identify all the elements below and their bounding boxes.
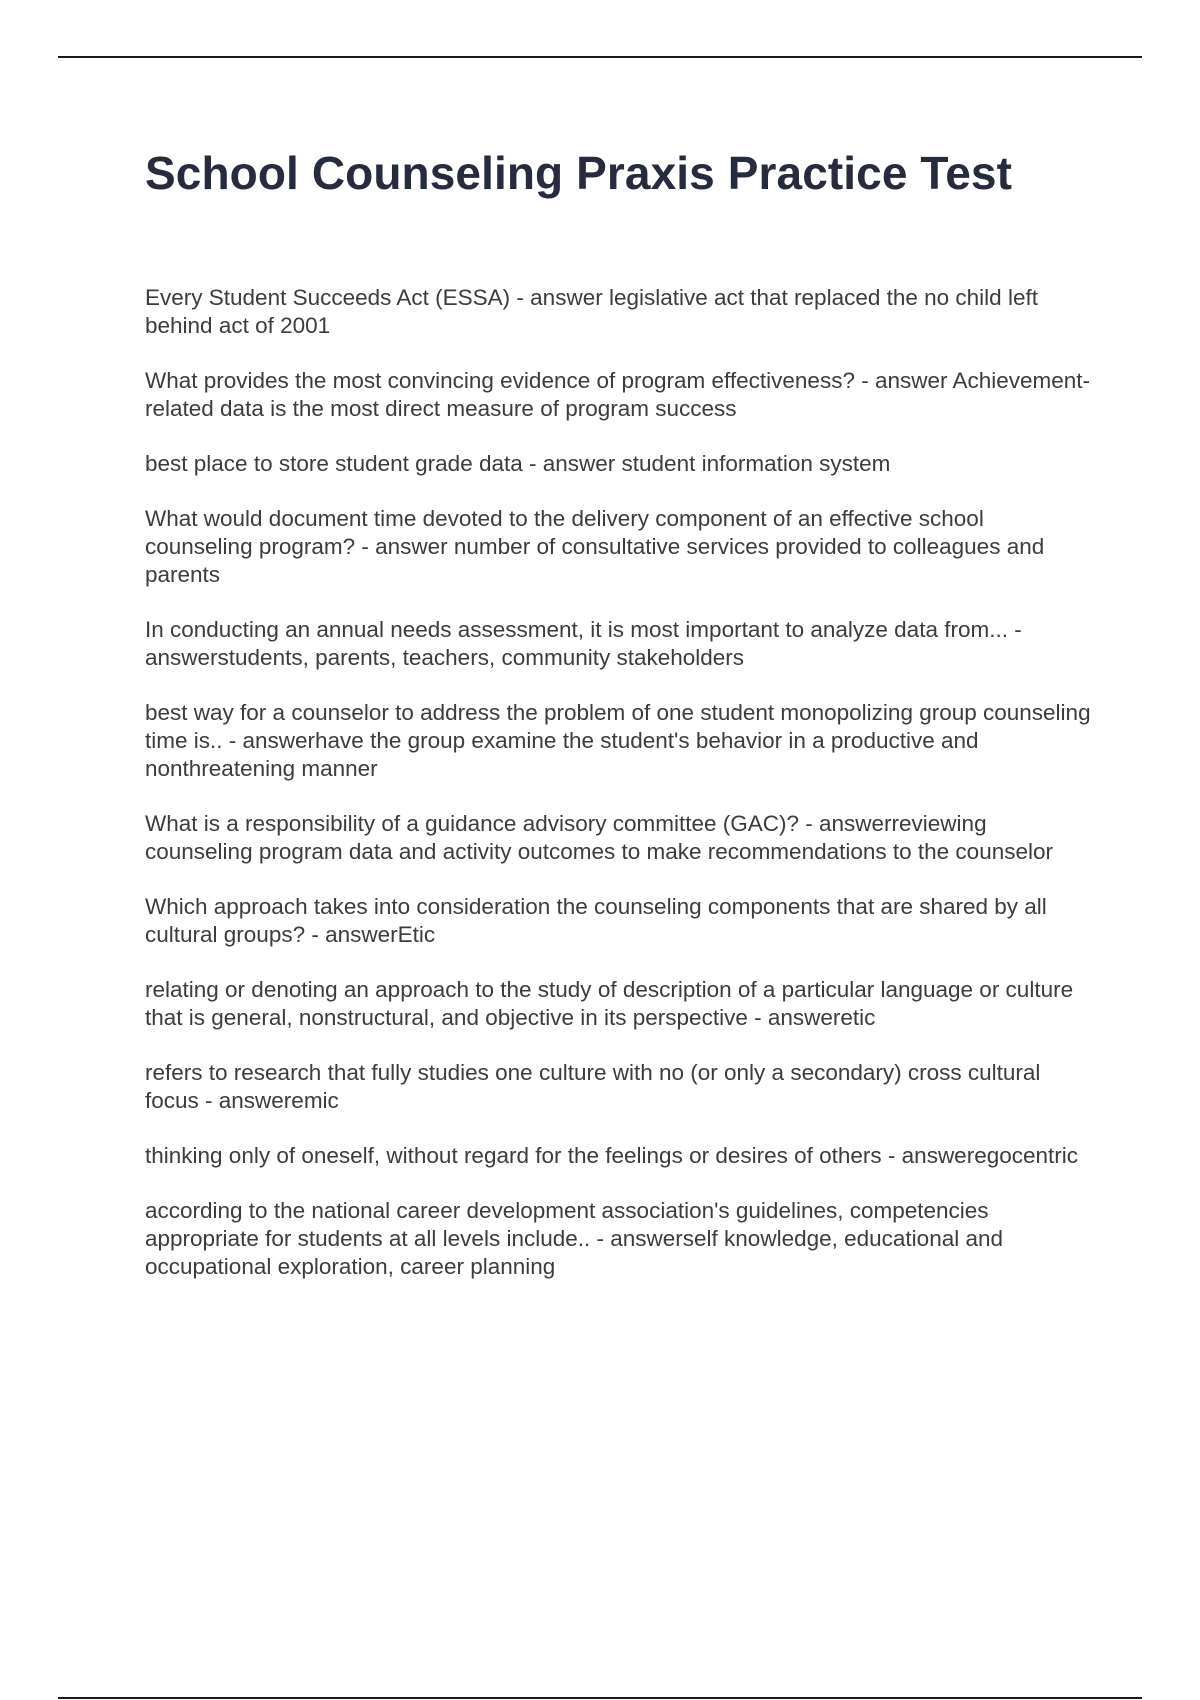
bottom-rule <box>58 1697 1142 1699</box>
qa-entry: refers to research that fully studies one culture with no (or only a secondary) cross cultural focus - answeremic <box>145 1060 1041 1113</box>
top-rule <box>58 56 1142 58</box>
qa-entry: What would document time devoted to the delivery component of an effective school counseling program? - answer number of consultative services provided to colleagues and parents <box>145 506 1045 587</box>
qa-entry: according to the national career development association's guidelines, competencies appropriate for students at all levels include.. - answerself knowledge, educational and occupational exploration, career planning <box>145 1198 1004 1279</box>
qa-entry: thinking only of oneself, without regard for the feelings or desires of others - answeregocentric <box>145 1143 1079 1168</box>
qa-entry: relating or denoting an approach to the study of description of a particular language or culture that is general, nonstructural, and objective in its perspective - answeretic <box>145 977 1074 1030</box>
qa-entry: Which approach takes into consideration the counseling components that are shared by all cultural groups? - answerEtic <box>145 894 1047 947</box>
page-title: School Counseling Praxis Practice Test <box>145 147 1012 199</box>
qa-entry: best way for a counselor to address the problem of one student monopolizing group counseling time is.. - answerhave the group examine the student's behavior in a productive and nonthreatening manner <box>145 700 1091 781</box>
qa-entry: In conducting an annual needs assessment, it is most important to analyze data from... - answerstudents, parents, teachers, community stakeholders <box>145 617 1022 670</box>
qa-entry: best place to store student grade data - answer student information system <box>145 451 891 476</box>
qa-entry: Every Student Succeeds Act (ESSA) - answer legislative act that replaced the no child left behind act of 2001 <box>145 285 1038 338</box>
qa-entry: What provides the most convincing evidence of program effectiveness? - answer Achievement-related data is the most direct measure of program success <box>145 368 1091 421</box>
question-answer-list <box>145 284 1095 1308</box>
qa-entry: What is a responsibility of a guidance advisory committee (GAC)? - answerreviewing counseling program data and activity outcomes to make recommendations to the counselor <box>145 811 1053 864</box>
